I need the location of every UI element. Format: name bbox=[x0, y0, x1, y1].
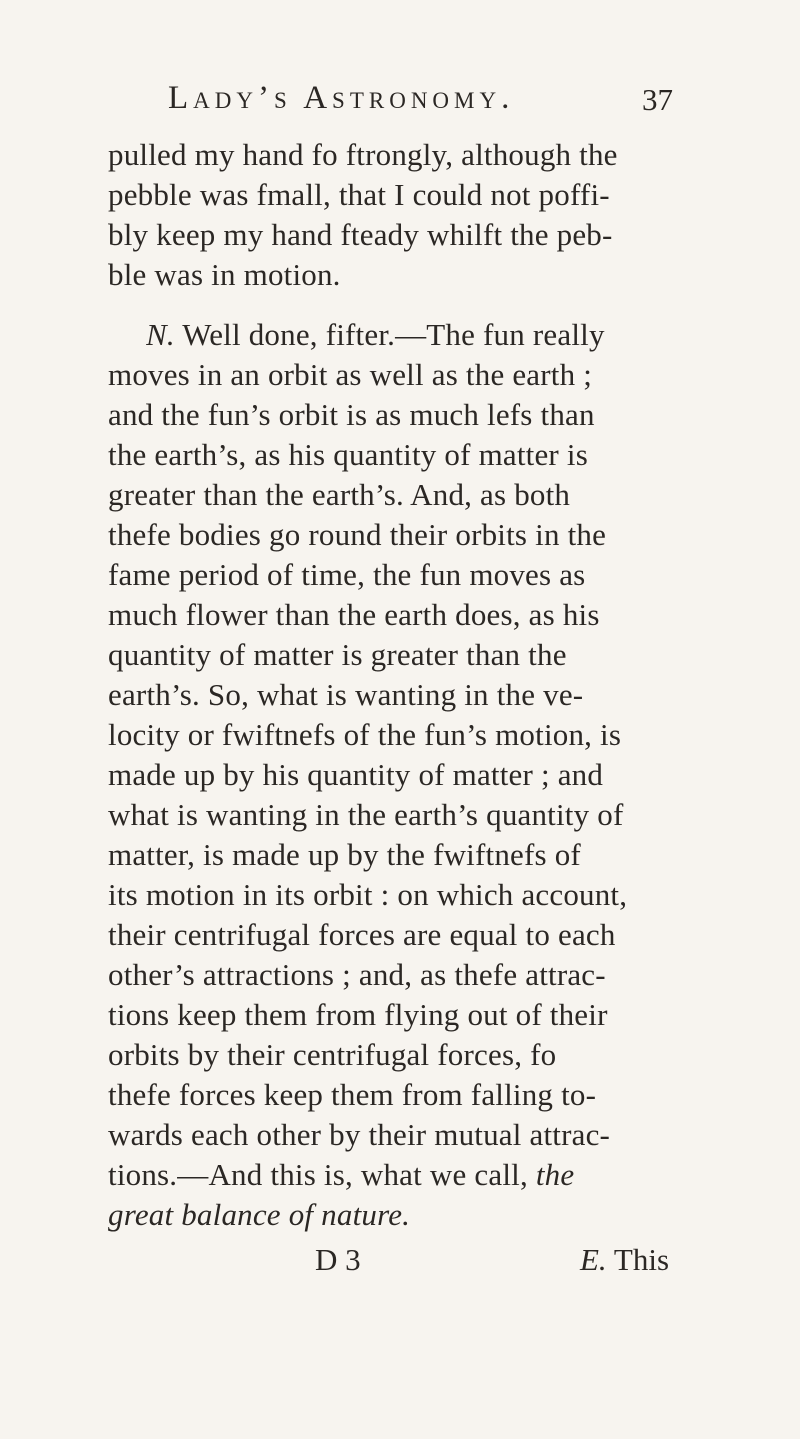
text-line-17: what is wanting in the earth’s quantity of bbox=[108, 797, 624, 832]
text-line-5-content: Well done, fifter.—The fun really bbox=[182, 317, 605, 352]
text-line-11: fame period of time, the fun moves as bbox=[108, 557, 586, 592]
catchword-text: This bbox=[613, 1242, 670, 1277]
text-line-26 bbox=[108, 1155, 714, 1195]
text-line-9: greater than the earth’s. And, as both bbox=[108, 477, 571, 512]
speaker-label: N. bbox=[146, 317, 175, 352]
emphasis-end: the bbox=[535, 1157, 575, 1192]
text-line-7: and the fun’s orbit is as much lefs than bbox=[108, 397, 595, 432]
text-line-5 bbox=[146, 315, 714, 355]
text-line-12: much flower than the earth does, as his bbox=[108, 597, 600, 632]
text-line-13: quantity of matter is greater than the bbox=[108, 637, 567, 672]
text-line-6: moves in an orbit as well as the earth ; bbox=[108, 357, 593, 392]
signature-mark: D 3 bbox=[315, 1242, 361, 1277]
text-line-21: other’s attractions ; and, as thefe attrac- bbox=[108, 957, 606, 992]
text-line-19: its motion in its orbit : on which account, bbox=[108, 877, 628, 912]
running-title: Lady’s Astronomy. bbox=[168, 80, 515, 116]
text-line-4: ble was in motion. bbox=[108, 257, 341, 292]
text-line-3: bly keep my hand fteady whilft the peb- bbox=[108, 217, 613, 252]
text-line-14: earth’s. So, what is wanting in the ve- bbox=[108, 677, 584, 712]
text-line-23: orbits by their centrifugal forces, fo bbox=[108, 1037, 557, 1072]
text-line-18: matter, is made up by the fwiftnefs of bbox=[108, 837, 581, 872]
text-line-24: thefe forces keep them from falling to- bbox=[108, 1077, 597, 1112]
text-line-22: tions keep them from flying out of their bbox=[108, 997, 608, 1032]
text-line-16: made up by his quantity of matter ; and bbox=[108, 757, 604, 792]
text-line-26-content: tions.—And this is, what we call, bbox=[108, 1157, 528, 1192]
text-line-15: locity or fwiftnefs of the fun’s motion, is bbox=[108, 717, 622, 752]
text-line-20: their centrifugal forces are equal to each bbox=[108, 917, 616, 952]
text-line-1: pulled my hand fo ftrongly, although the bbox=[108, 137, 618, 172]
text-line-10: thefe bodies go round their orbits in the bbox=[108, 517, 607, 552]
catchword-speaker: E. bbox=[580, 1242, 607, 1277]
page-number: 37 bbox=[642, 82, 673, 117]
text-line-8: the earth’s, as his quantity of matter is bbox=[108, 437, 588, 472]
text-line-25: wards each other by their mutual attrac- bbox=[108, 1117, 611, 1152]
text-line-2: pebble was fmall, that I could not poffi- bbox=[108, 177, 610, 212]
emphasis-line: great balance of nature. bbox=[108, 1197, 411, 1232]
catchword bbox=[580, 1242, 669, 1278]
